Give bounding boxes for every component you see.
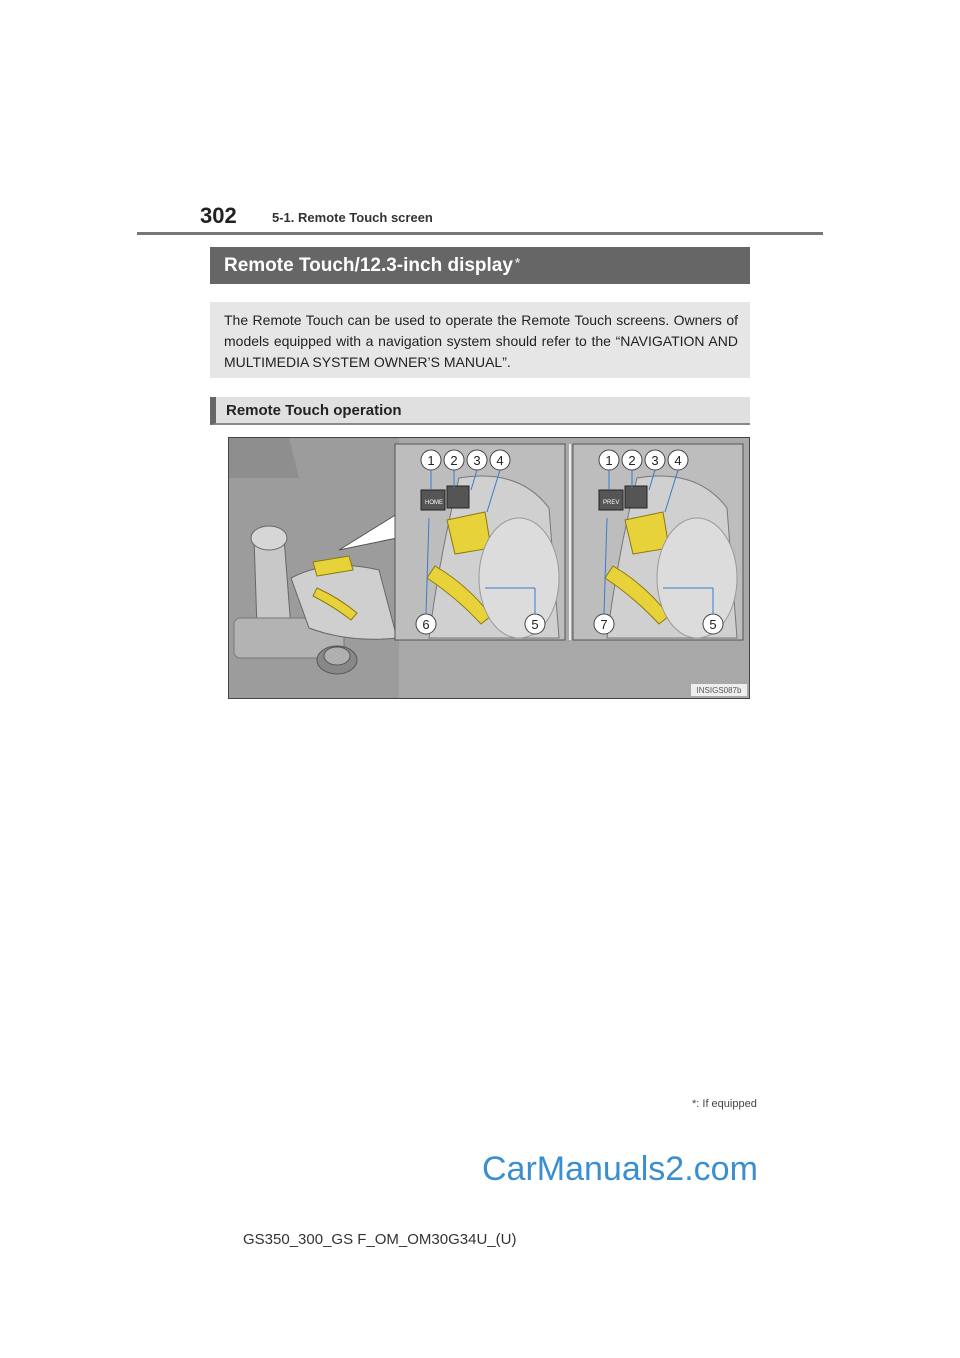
intro-text: The Remote Touch can be used to operate the Remote Touch screens. Owners of models equipped with a navigation system should refer to the “NAVIGATION AND MULTIMEDIA SYSTEM OWNER’S MANUAL”. xyxy=(224,312,738,370)
illustration-drawing xyxy=(229,438,749,698)
subsection-heading-text: Remote Touch operation xyxy=(226,402,402,419)
footnote: *: If equipped xyxy=(692,1098,757,1110)
intro-box xyxy=(210,302,750,378)
svg-text:5: 5 xyxy=(531,617,539,632)
svg-text:2: 2 xyxy=(450,453,458,468)
svg-text:5: 5 xyxy=(709,617,717,632)
svg-text:1: 1 xyxy=(427,453,435,468)
svg-text:HOME: HOME xyxy=(425,500,443,506)
subsection-heading xyxy=(210,397,750,425)
remote-touch-illustration xyxy=(228,437,750,699)
svg-text:6: 6 xyxy=(422,617,430,632)
equipped-marker: * xyxy=(514,255,520,270)
document-id: GS350_300_GS F_OM_OM30G34U_(U) xyxy=(243,1231,517,1248)
watermark-logo: CarManuals2.com xyxy=(482,1150,758,1188)
svg-text:7: 7 xyxy=(600,617,608,632)
svg-text:3: 3 xyxy=(473,453,481,468)
svg-text:PREV: PREV xyxy=(603,500,620,506)
title-bar xyxy=(210,247,750,284)
svg-text:1: 1 xyxy=(605,453,613,468)
image-code: INSIGS087b xyxy=(696,686,742,695)
title-text: Remote Touch/12.3-inch display * xyxy=(224,255,520,276)
section-heading: 5-1. Remote Touch screen xyxy=(272,210,433,225)
page-number: 302 xyxy=(200,203,237,228)
svg-text:2: 2 xyxy=(628,453,636,468)
svg-text:3: 3 xyxy=(651,453,659,468)
svg-text:4: 4 xyxy=(674,453,682,468)
svg-text:4: 4 xyxy=(496,453,504,468)
header-rule xyxy=(137,232,823,235)
